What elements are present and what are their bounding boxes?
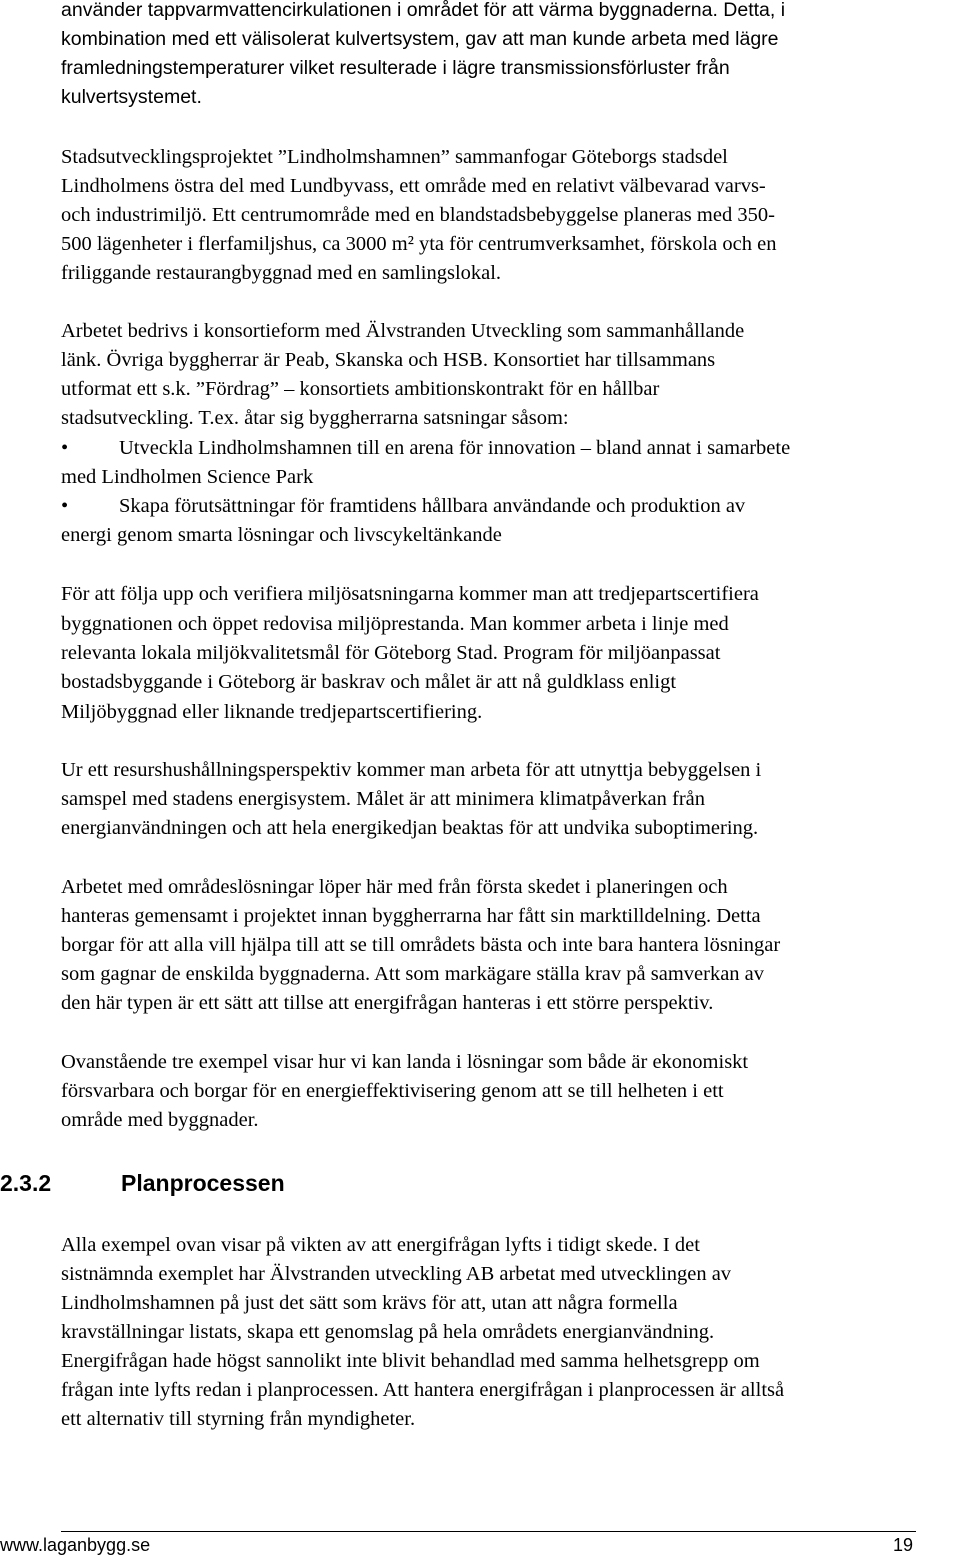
text-line: Arbetet med områdeslösningar löper här med från första skedet i planeringen och <box>61 876 728 898</box>
text-line: Energifrågan hade högst sannolikt inte blivit behandlad med samma helhetsgrepp om <box>61 1350 760 1372</box>
text-line: Ur ett resurshushållningsperspektiv kommer man arbeta för att utnyttja bebyggelsen i <box>61 759 762 781</box>
text-line: Alla exempel ovan visar på vikten av att energifrågan lyfts i tidigt skede. I det <box>61 1234 700 1256</box>
text-line: friliggande restaurangbyggnad med en samlingslokal. <box>61 262 502 284</box>
footer-divider <box>61 1531 916 1532</box>
list-item: Skapa förutsättningar för framtidens hållbara användande och produktion av <box>119 495 746 517</box>
text-line: byggnationen och öppet redovisa miljöprestanda. Man kommer arbeta i linje med <box>61 613 729 635</box>
text-line: hanteras gemensamt i projektet innan byggherrarna har fått sin marktilldelning. Detta <box>61 905 761 927</box>
text-line: stadsutveckling. T.ex. åtar sig byggherrarna satsningar såsom: <box>61 407 569 429</box>
page-number: 19 <box>893 1535 914 1555</box>
bullet-marker: • <box>61 495 69 517</box>
text-line: 500 lägenheter i flerfamiljshus, ca 3000 m² yta för centrumverksamhet, förskola och en <box>61 233 777 255</box>
text-line: energianvändningen och att hela energikedjan beaktas för att undvika suboptimering. <box>61 817 759 839</box>
text-line: frågan inte lyfts redan i planprocessen. Att hantera energifrågan i planprocessen är alltså <box>61 1379 785 1401</box>
list-item-continuation: med Lindholmen Science Park <box>61 466 314 488</box>
text-line: som gagnar de enskilda byggnaderna. Att som markägare ställa krav på samverkan av <box>61 963 765 985</box>
text-line: använder tappvarmvattencirkulationen i området för att värma byggnaderna. Detta, i <box>61 0 786 21</box>
text-line: utformat ett s.k. ”Fördrag” – konsortiets ambitionskontrakt för en hållbar <box>61 378 660 400</box>
text-line: och industrimiljö. Ett centrumområde med en blandstadsbebyggelse planeras med 350- <box>61 204 775 226</box>
text-line: kombination med ett välisolerat kulvertsystem, gav att man kunde arbeta med lägre <box>61 28 779 50</box>
text-line: samspel med stadens energisystem. Målet är att minimera klimatpåverkan från <box>61 788 706 810</box>
text-line: bostadsbyggande i Göteborg är baskrav och målet är att nå guldklass enligt <box>61 671 677 693</box>
section-number: 2.3.2 <box>0 1170 52 1196</box>
text-line: framledningstemperaturer vilket resulterade i lägre transmissionsförluster från <box>61 57 730 79</box>
text-line: Stadsutvecklingsprojektet ”Lindholmshamnen” sammanfogar Göteborgs stadsdel <box>61 146 728 168</box>
text-line: Miljöbyggnad eller liknande tredjepartscertifiering. <box>61 701 483 723</box>
text-line: sistnämnda exemplet har Älvstranden utveckling AB arbetat med utvecklingen av <box>61 1263 732 1285</box>
text-line: kravställningar listats, skapa ett genomslag på hela områdets energianvändning. <box>61 1321 715 1343</box>
bullet-marker: • <box>61 437 69 459</box>
text-line: länk. Övriga byggherrar är Peab, Skanska och HSB. Konsortiet har tillsammans <box>61 349 716 371</box>
text-line: kulvertsystemet. <box>61 86 202 108</box>
footer-website: www.laganbygg.se <box>0 1535 151 1555</box>
text-line: Ovanstående tre exempel visar hur vi kan landa i lösningar som både är ekonomiskt <box>61 1051 749 1073</box>
section-title: Planprocessen <box>121 1170 285 1196</box>
text-line: försvarbara och borgar för en energieffektivisering genom att se till helheten i ett <box>61 1080 724 1102</box>
list-item-continuation: energi genom smarta lösningar och livscykeltänkande <box>61 524 502 546</box>
text-line: Lindholmshamnen på just det sätt som krävs för att, utan att några formella <box>61 1292 678 1314</box>
text-line: relevanta lokala miljökvalitetsmål för Göteborg Stad. Program för miljöanpassat <box>61 642 721 664</box>
text-line: borgar för att alla vill hjälpa till att se till områdets bästa och inte bara hantera lösningar <box>61 934 781 956</box>
text-line: Lindholmens östra del med Lundbyvass, ett område med en relativt välbevarad varvs- <box>61 175 766 197</box>
text-line: För att följa upp och verifiera miljösatsningarna kommer man att tredjepartscertifiera <box>61 583 759 605</box>
list-item: Utveckla Lindholmshamnen till en arena för innovation – bland annat i samarbete <box>119 437 791 459</box>
text-line: Arbetet bedrivs i konsortieform med Älvstranden Utveckling som sammanhållande <box>61 320 745 342</box>
text-line: område med byggnader. <box>61 1109 259 1131</box>
text-line: ett alternativ till styrning från myndigheter. <box>61 1408 416 1430</box>
text-line: den här typen är ett sätt att tillse att energifrågan hanteras i ett större perspektiv. <box>61 992 714 1014</box>
